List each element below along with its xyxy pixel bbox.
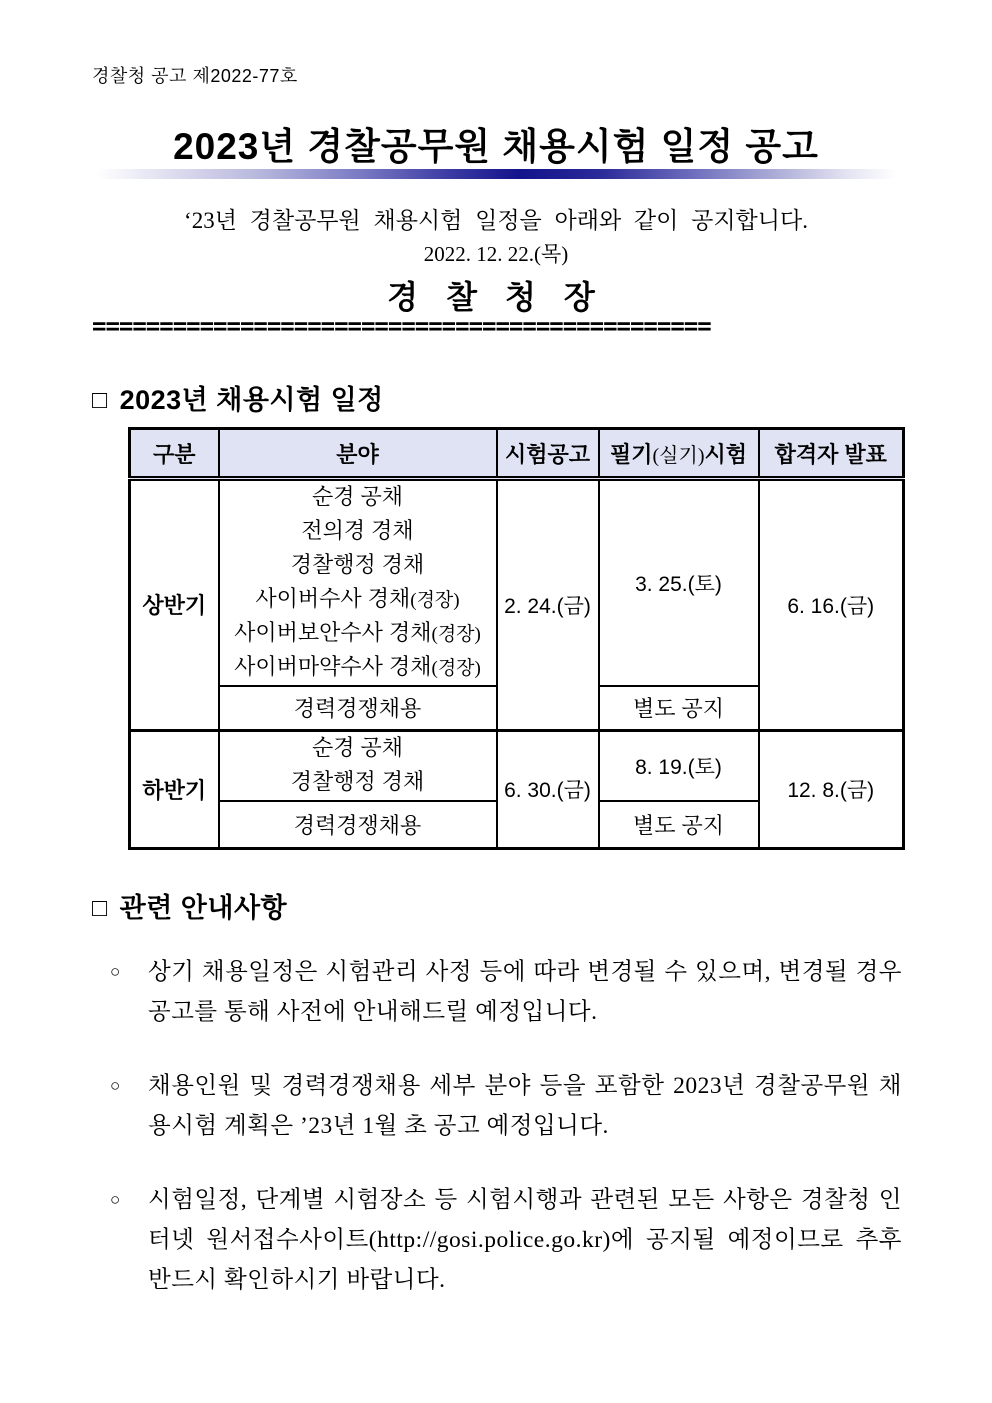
field-line (220, 732, 496, 766)
cell-first-half-career-label: 경력경쟁채용 (219, 686, 497, 730)
cell-second-half-career-label: 경력경쟁채용 (219, 801, 497, 849)
schedule-table (128, 427, 905, 850)
header-exam-notice: 시험공고 (497, 429, 599, 479)
header-field: 분야 (219, 429, 497, 479)
field-main: 사이버수사 경채 (255, 586, 411, 611)
circle-bullet-icon: ○ (110, 962, 121, 981)
cell-second-half-written-exam: 8. 19.(토) (599, 730, 759, 801)
cell-first-half-written-exam: 3. 25.(토) (599, 479, 759, 687)
field-main: 순경 공채 (311, 734, 404, 760)
schedule-heading-label: 2023년 채용시험 일정 (119, 385, 384, 415)
info-section-heading (92, 886, 287, 925)
info-bullet-text: 상기 채용일정은 시험관리 사정 등에 따라 변경될 수 있으며, 변경될 경우 공고를 통해 사전에 안내해드릴 예정입니다. (148, 959, 902, 1025)
field-main: 전의경 경채 (301, 518, 414, 543)
cell-first-half-career-exam: 별도 공지 (599, 686, 759, 730)
circle-bullet-icon: ○ (110, 1076, 121, 1095)
signer-name: 경 찰 청 장 (387, 279, 605, 315)
header-written-exam (599, 429, 759, 479)
field-line (220, 583, 496, 617)
table-row-first-half-main (130, 479, 904, 687)
field-line (220, 766, 496, 800)
square-bullet-icon: □ (92, 386, 108, 414)
cell-second-half-fields (219, 730, 497, 801)
table-header-row (130, 429, 904, 479)
field-line (220, 515, 496, 549)
written-exam-prefix: 필기 (610, 441, 653, 467)
cell-first-half-exam-notice: 2. 24.(금) (497, 479, 599, 731)
field-line (220, 651, 496, 685)
schedule-section-heading (92, 378, 384, 417)
cell-second-half-exam-notice: 6. 30.(금) (497, 730, 599, 849)
field-note: (경장) (431, 658, 481, 679)
info-bullet-2 (110, 1066, 902, 1146)
cell-first-half-pass: 6. 16.(금) (759, 479, 904, 731)
field-main: 사이버보안수사 경채 (234, 620, 432, 645)
info-bullet-3 (110, 1180, 902, 1300)
field-note: (경장) (410, 590, 460, 611)
info-bullet-1 (110, 952, 902, 1032)
title-underline-gradient (96, 169, 896, 179)
cell-second-half-label: 하반기 (130, 730, 219, 849)
table-row-second-half-main (130, 730, 904, 801)
header-pass-announcement: 합격자 발표 (759, 429, 904, 479)
square-bullet-icon: □ (92, 894, 108, 922)
field-main: 경찰행정 경채 (290, 768, 425, 794)
field-main: 사이버마약수사 경채 (234, 654, 432, 679)
equals-divider: ============================================== (92, 312, 711, 340)
cell-first-half-label: 상반기 (130, 479, 219, 731)
written-exam-suffix: 시험 (704, 441, 747, 467)
page-title: 2023년 경찰공무원 채용시험 일정 공고 (173, 126, 819, 167)
info-heading-label: 관련 안내사항 (119, 893, 288, 923)
cell-second-half-career-exam: 별도 공지 (599, 801, 759, 849)
cell-second-half-pass: 12. 8.(금) (759, 730, 904, 849)
field-main: 경찰행정 경채 (290, 552, 425, 577)
header-category: 구분 (130, 429, 219, 479)
announcement-date: 2022. 12. 22.(목) (423, 242, 569, 266)
notice-number: 경찰청 공고 제2022-77호 (92, 66, 298, 86)
written-exam-paren: (실기) (652, 444, 705, 467)
field-line (220, 481, 496, 515)
field-line (220, 549, 496, 583)
info-bullet-text: 시험일정, 단계별 시험장소 등 시험시행과 관련된 모든 사항은 경찰청 인터넷 원서접수사이트(http://gosi.police.go.kr)에 공지될 예정이므로 추후 반드시 확인하시기 바랍니다. (148, 1187, 902, 1293)
info-bullet-text: 채용인원 및 경력경쟁채용 세부 분야 등을 포함한 2023년 경찰공무원 채용시험 계획은 ’23년 1월 초 공고 예정입니다. (148, 1073, 902, 1139)
circle-bullet-icon: ○ (110, 1190, 121, 1209)
intro-text: ‘23년 경찰공무원 채용시험 일정을 아래와 같이 공지합니다. (184, 208, 808, 233)
field-main: 순경 공채 (311, 484, 404, 509)
cell-first-half-fields (219, 479, 497, 687)
field-line (220, 617, 496, 651)
field-note: (경장) (431, 624, 481, 645)
